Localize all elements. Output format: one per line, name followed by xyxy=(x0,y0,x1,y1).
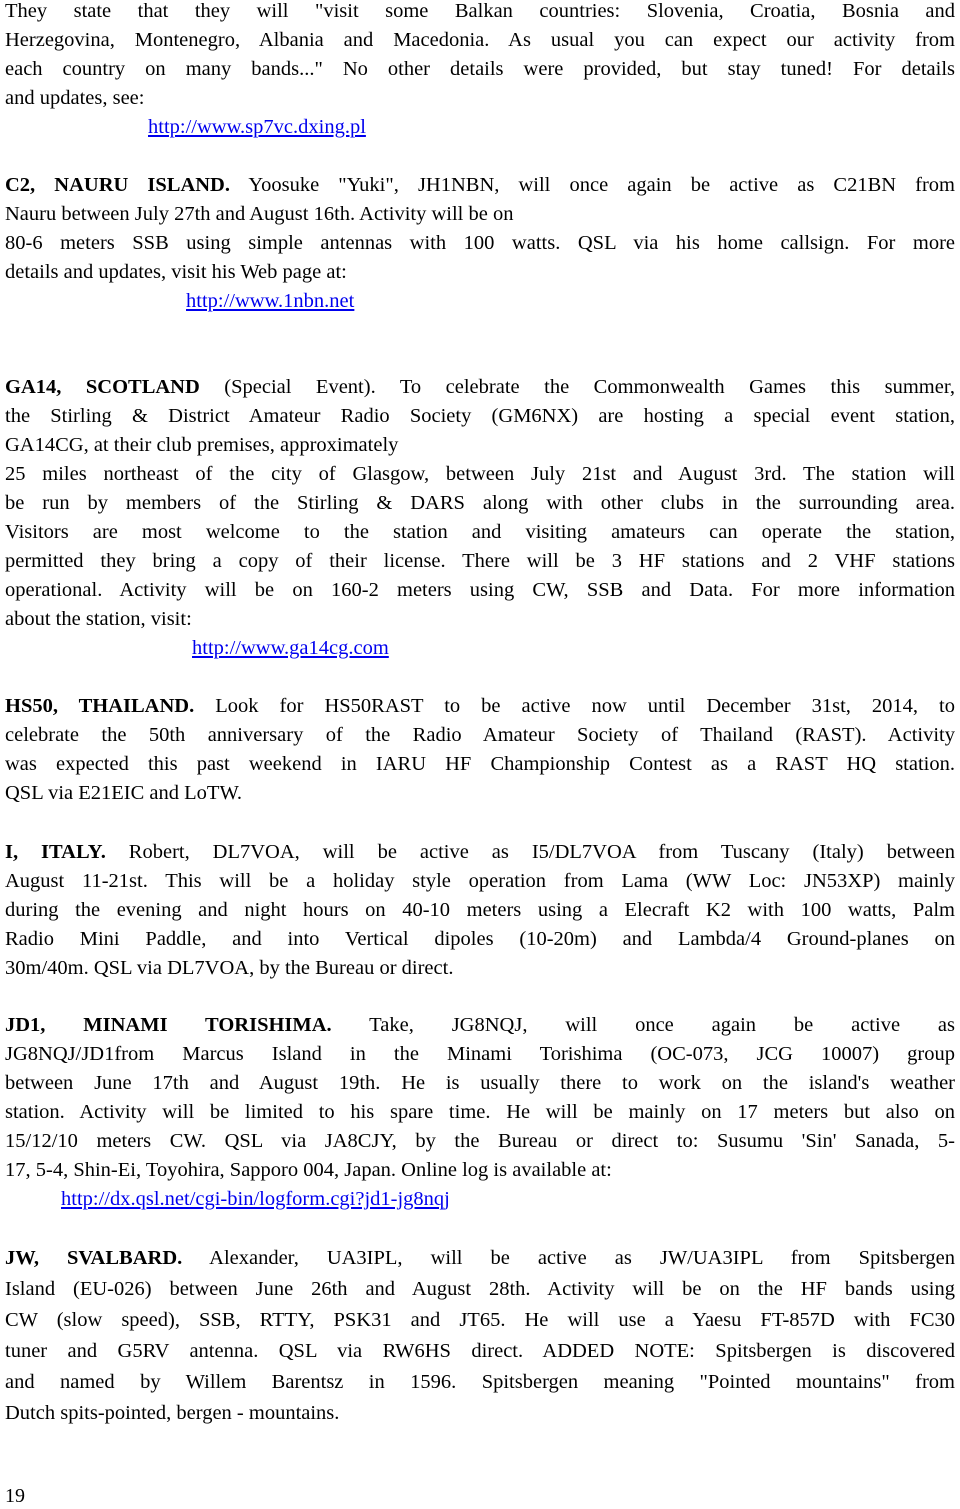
italy-line-5: 30m/40m. QSL via DL7VOA, by the Bureau or direct. xyxy=(5,957,454,979)
intro-line-2: Herzegovina, Montenegro, Albania and Macedonia. As usual you can expect our activity from xyxy=(5,29,955,51)
jw-line-6: Dutch spits-pointed, bergen - mountains. xyxy=(5,1402,340,1424)
ga14cg-link[interactable]: http://www.ga14cg.com xyxy=(192,637,389,659)
hs50-line-4: QSL via E21EIC and LoTW. xyxy=(5,782,243,804)
jd1-line-2: JG8NQJ/JD1from Marcus Island in the Minami Torishima (OC-073, JCG 10007) group xyxy=(5,1043,955,1065)
hs50-section xyxy=(5,692,955,808)
hs50-line-2: celebrate the 50th anniversary of the Radio Amateur Society of Thailand (RAST). Activity xyxy=(5,724,955,746)
1nbn-link[interactable]: http://www.1nbn.net xyxy=(186,290,355,312)
ga14-heading: GA14, SCOTLAND xyxy=(5,376,200,398)
ga14-line-5: be run by members of the Stirling & DARS along with other clubs in the surrounding area. xyxy=(5,492,955,514)
jd1-section xyxy=(5,1011,955,1214)
ga14-section xyxy=(5,373,955,663)
jw-line-2: Island (EU-026) between June 26th and August 28th. Activity will be on the HF bands using xyxy=(5,1278,955,1300)
jw-line-4: tuner and G5RV antenna. QSL via RW6HS direct. ADDED NOTE: Spitsbergen is discovered xyxy=(5,1340,955,1362)
italy-line-1: Robert, DL7VOA, will be active as I5/DL7VOA from Tuscany (Italy) between xyxy=(105,841,955,863)
c2-heading: C2, NAURU ISLAND. xyxy=(5,174,230,196)
italy-line-3: during the evening and night hours on 40-10 meters using a Elecraft K2 with 100 watts, Palm xyxy=(5,899,955,921)
intro-line-1: They state that they will "visit some Balkan countries: Slovenia, Croatia, Bosnia and xyxy=(5,0,955,22)
ga14-line-8: operational. Activity will be on 160-2 meters using CW, SSB and Data. For more information xyxy=(5,579,955,601)
jd1-line-5: 15/12/10 meters CW. QSL via JA8CJY, by the Bureau or direct to: Susumu 'Sin' Sanada, 5- xyxy=(5,1130,955,1152)
c2-line-4: details and updates, visit his Web page at: xyxy=(5,261,347,283)
intro-section xyxy=(5,0,955,142)
ga14-line-9: about the station, visit: xyxy=(5,608,192,630)
italy-line-2: August 11-21st. This will be a holiday style operation from Lama (WW Loc: JN53XP) mainly xyxy=(5,870,955,892)
jd1-heading: JD1, MINAMI TORISHIMA. xyxy=(5,1014,332,1036)
italy-line-4: Radio Mini Paddle, and into Vertical dipoles (10-20m) and Lambda/4 Ground-planes on xyxy=(5,928,955,950)
hs50-line-3: was expected this past weekend in IARU HF Championship Contest as a RAST HQ station. xyxy=(5,753,955,775)
jw-line-1: Alexander, UA3IPL, will be active as JW/UA3IPL from Spitsbergen xyxy=(182,1247,955,1269)
italy-heading: I, ITALY. xyxy=(5,841,106,863)
ga14-line-4: 25 miles northeast of the city of Glasgow, between July 21st and August 3rd. The station will xyxy=(5,463,955,485)
ga14-line-6: Visitors are most welcome to the station and visiting amateurs can operate the station, xyxy=(5,521,955,543)
jd1-line-3: between June 17th and August 19th. He is usually there to work on the island's weather xyxy=(5,1072,955,1094)
jw-line-5: and named by Willem Barentsz in 1596. Spitsbergen meaning "Pointed mountains" from xyxy=(5,1371,955,1393)
jd1-line-6: 17, 5-4, Shin-Ei, Toyohira, Sapporo 004, Japan. Online log is available at: xyxy=(5,1159,612,1181)
italy-section xyxy=(5,838,955,983)
jd1-line-1: Take, JG8NQJ, will once again be active as xyxy=(331,1014,955,1036)
logform-link[interactable]: http://dx.qsl.net/cgi-bin/logform.cgi?jd1-jg8nqj xyxy=(61,1188,450,1210)
page-number: 19 xyxy=(5,1485,25,1507)
jw-section xyxy=(5,1243,955,1429)
ga14-line-1: To celebrate the Commonwealth Games this summer, xyxy=(375,376,955,398)
c2-section xyxy=(5,171,955,316)
c2-line-1: Yoosuke "Yuki", JH1NBN, will once again be active as C21BN from xyxy=(230,174,956,196)
intro-line-3: each country on many bands..." No other details were provided, but stay tuned! For details xyxy=(5,58,955,80)
c2-line-2: Nauru between July 27th and August 16th. Activity will be on xyxy=(5,203,514,225)
ga14-line-7: permitted they bring a copy of their license. There will be 3 HF stations and 2 VHF stations xyxy=(5,550,955,572)
c2-line-3: 80-6 meters SSB using simple antennas with 100 watts. QSL via his home callsign. For more xyxy=(5,232,955,254)
ga14-line-3: GA14CG, at their club premises, approximately xyxy=(5,434,399,456)
intro-line-4: and updates, see: xyxy=(5,87,145,109)
hs50-heading: HS50, THAILAND. xyxy=(5,695,195,717)
jd1-line-4: station. Activity will be limited to his spare time. He will be mainly on 17 meters but also on xyxy=(5,1101,955,1123)
ga14-line-2: the Stirling & District Amateur Radio Society (GM6NX) are hosting a special event station, xyxy=(5,405,955,427)
jw-line-3: CW (slow speed), SSB, RTTY, PSK31 and JT65. He will use a Yaesu FT-857D with FC30 xyxy=(5,1309,955,1331)
ga14-heading-note: (Special Event). xyxy=(199,376,376,398)
jw-heading: JW, SVALBARD. xyxy=(5,1247,183,1269)
hs50-line-1: Look for HS50RAST to be active now until December 31st, 2014, to xyxy=(194,695,955,717)
sp7vc-link[interactable]: http://www.sp7vc.dxing.pl xyxy=(148,116,366,138)
